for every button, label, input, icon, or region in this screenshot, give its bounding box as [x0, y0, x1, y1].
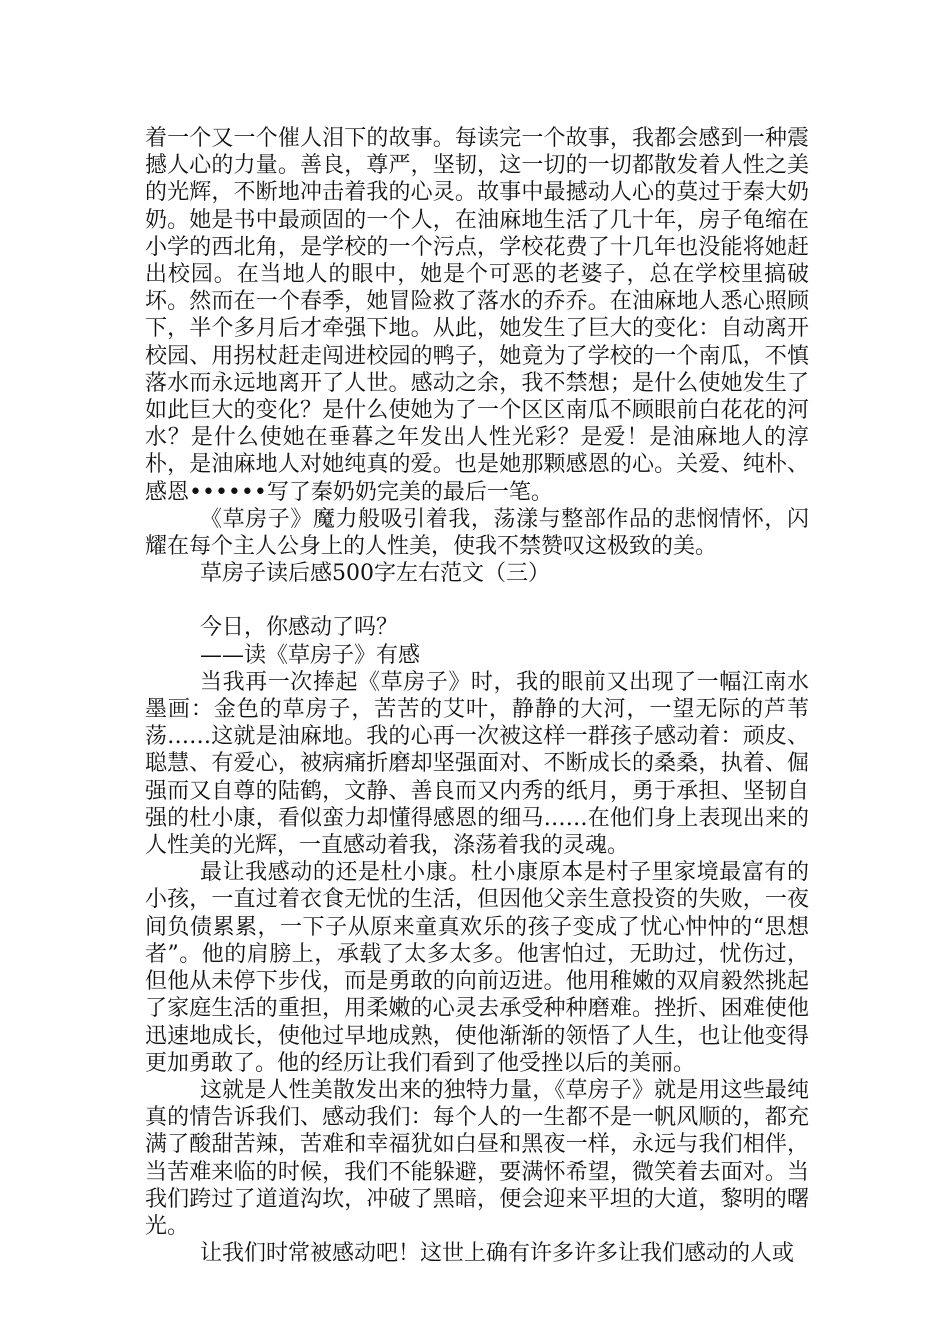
- paragraph-summary: 《草房子》魔力般吸引着我，荡漾与整部作品的悲悯情怀，闪耀在每个主人公身上的人性美，使我不禁赞叹这极致的美。: [145, 506, 809, 560]
- paragraph-intro: 当我再一次捧起《草房子》时，我的眼前又出现了一幅江南水墨画：金色的草房子，苦苦的艾叶，静静的大河，一望无际的芦苇荡……这就是油麻地。我的心再一次被这样一群孩子感动着：顽皮、聪慧、有爱心，被病痛折磨却坚强面对、不断成长的桑桑，执着、倔强而又自尊的陆鹤，文静、善良而又内秀的纸月，勇于承担、坚韧自强的杜小康，看似蛮力却懂得感恩的细马……在他们身上表现出来的人性美的光辉，一直感动着我，涤荡着我的灵魂。: [145, 669, 809, 859]
- essay-title: 今日，你感动了吗？: [200, 615, 399, 641]
- paragraph-closing: 让我们时常被感动吧！这世上确有许多许多让我们感动的人或: [200, 1241, 795, 1267]
- paragraph-humanity: 这就是人性美散发出来的独特力量，《草房子》就是用这些最纯真的情告诉我们、感动我们：每个人的一生都不是一帆风顺的，都充满了酸甜苦辣，苦难和幸福犹如白昼和黑夜一样，永远与我们相伴，当苦难来临的时候，我们不能躲避，要满怀希望，微笑着去面对。当我们跨过了道道沟坎，冲破了黑暗，便会迎来平坦的大道，黎明的曙光。: [145, 1077, 809, 1239]
- section-title: 草房子读后感500字左右范文（三）: [200, 561, 550, 587]
- paragraph-du-xiaokang: 最让我感动的还是杜小康。杜小康原本是村子里家境最富有的小孩，一直过着衣食无忧的生活，但因他父亲生意投资的失败，一夜间负债累累，一下子从原来童真欢乐的孩子变成了忧心忡忡的“思想者”。他的肩膀上，承载了太多太多。他害怕过，无助过，忧伤过，但他从未停下步伐，而是勇敢的向前迈进。他用稚嫩的双肩毅然挑起了家庭生活的重担，用柔嫩的心灵去承受种种磨难。挫折、困难使他迅速地成长，使他过早地成熟，使他渐渐的领悟了人生，也让他变得更加勇敢了。他的经历让我们看到了他受挫以后的美丽。: [145, 860, 809, 1076]
- essay-subtitle: ——读《草房子》有感: [200, 642, 421, 668]
- blank-line: [145, 587, 809, 614]
- paragraph-qin-grandma: 着一个又一个催人泪下的故事。每读完一个故事，我都会感到一种震撼人心的力量。善良，尊严，坚韧，这一切的一切都散发着人性之美的光辉，不断地冲击着我的心灵。故事中最撼动人心的莫过于秦大奶奶。她是书中最顽固的一个人，在油麻地生活了几十年，房子龟缩在小学的西北角，是学校的一个污点，学校花费了十几年也没能将她赶出校园。在当地人的眼中，她是个可恶的老婆子，总在学校里搞破坏。然而在一个春季，她冒险救了落水的乔乔。在油麻地人悉心照顾下，半个多月后才牵强下地。从此，她发生了巨大的变化：自动离开校园、用拐杖赶走闯进校园的鸭子，她竟为了学校的一个南瓜，不慎落水而永远地离开了人世。感动之余，我不禁想；是什么使她发生了如此巨大的变化？是什么使她为了一个区区南瓜不顾眼前白花花的河水？是什么使她在垂暮之年发出人性光彩？是爱！是油麻地人的淳朴，是油麻地人对她纯真的爱。也是她那颗感恩的心。关爱、纯朴、感恩••••••写了秦奶奶完美的最后一笔。: [145, 126, 809, 505]
- document-body: [145, 125, 809, 1267]
